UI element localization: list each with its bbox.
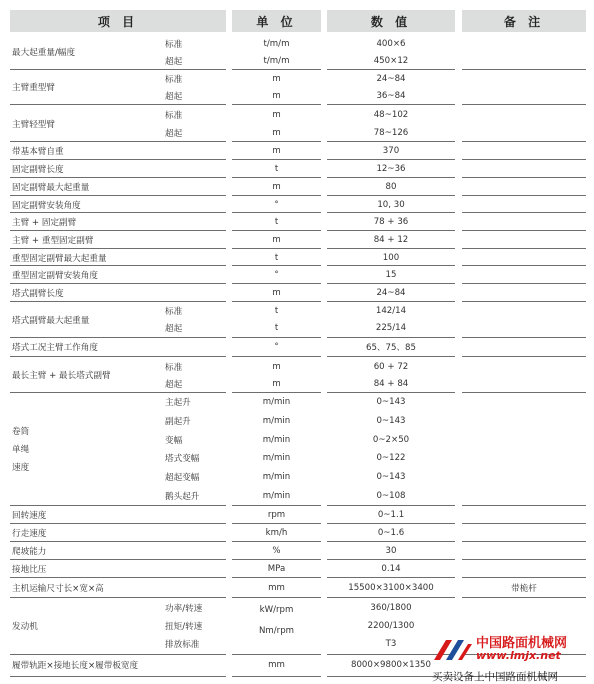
value: 0~143 xyxy=(376,397,406,408)
sub-label: 塔式变幅 xyxy=(165,454,200,465)
value: 0~108 xyxy=(376,490,406,501)
row-divider xyxy=(232,104,321,105)
row-divider xyxy=(232,577,321,578)
watermark-url: www.lmjx.net xyxy=(476,649,561,662)
row-divider xyxy=(327,301,455,302)
spec-row xyxy=(0,506,594,524)
unit: m xyxy=(272,288,281,298)
row-label: 最长主臂 + 最长塔式副臂 xyxy=(12,371,111,381)
row-divider xyxy=(232,356,321,357)
row-label: 主机运输尺寸长×宽×高 xyxy=(12,583,104,594)
row-divider xyxy=(462,541,586,542)
row-divider xyxy=(10,248,226,249)
sub-label: 标准 xyxy=(165,39,183,50)
unit: m/min xyxy=(262,490,291,501)
watermark-tagline: 买卖设备上中国路面机械网 xyxy=(432,671,558,683)
spec-row xyxy=(0,160,594,178)
value: 24~84 xyxy=(376,288,406,298)
row-divider xyxy=(462,248,586,249)
unit: m/min xyxy=(262,453,291,464)
row-divider xyxy=(327,265,455,266)
row-divider xyxy=(462,283,586,284)
row-divider xyxy=(462,523,586,524)
spec-row-heavy-boom xyxy=(0,70,594,104)
value: 370 xyxy=(382,146,400,156)
unit: t xyxy=(274,217,279,227)
header-item: 项 目 xyxy=(10,10,226,32)
sub-label: 标准 xyxy=(165,362,183,373)
header-note: 备 注 xyxy=(462,10,586,32)
spec-row-tower-jib-load xyxy=(0,302,594,337)
row-divider xyxy=(232,69,321,70)
row-divider xyxy=(232,676,321,677)
spec-row-max-boom-jib xyxy=(0,358,594,392)
row-divider xyxy=(327,104,455,105)
row-label: 接地比压 xyxy=(12,565,47,575)
sub-label: 超起 xyxy=(165,379,183,390)
row-divider xyxy=(10,195,226,196)
row-divider xyxy=(462,392,586,393)
sub-label: 变幅 xyxy=(165,435,183,446)
row-label: 主臂轻型臂 xyxy=(12,120,55,130)
row-divider xyxy=(327,523,455,524)
row-divider xyxy=(232,654,321,655)
row-label: 固定副臂安装角度 xyxy=(12,200,81,211)
unit: m xyxy=(272,110,281,120)
row-divider xyxy=(462,230,586,231)
row-divider xyxy=(10,177,226,178)
row-divider xyxy=(10,283,226,284)
row-divider xyxy=(462,337,586,338)
sub-label: 超起 xyxy=(165,129,183,139)
unit: m xyxy=(272,128,281,138)
row-divider xyxy=(10,654,226,655)
unit: km/h xyxy=(265,528,288,538)
value: 15 xyxy=(385,270,397,280)
row-divider xyxy=(462,212,586,213)
spec-row xyxy=(0,196,594,213)
unit: m/min xyxy=(262,397,291,408)
row-divider xyxy=(462,265,586,266)
row-divider xyxy=(327,577,455,578)
unit: ° xyxy=(274,199,279,210)
row-divider xyxy=(232,159,321,160)
unit: kW/rpm xyxy=(259,604,294,615)
row-divider xyxy=(462,301,586,302)
row-label: 塔式副臂长度 xyxy=(12,289,64,299)
spec-row xyxy=(0,542,594,560)
value: 0~143 xyxy=(376,471,406,482)
value: 8000×9800×1350 xyxy=(350,660,431,670)
row-divider xyxy=(462,177,586,178)
value: T3 xyxy=(385,639,397,649)
unit: t/m/m xyxy=(263,55,290,66)
row-divider xyxy=(232,177,321,178)
spec-row xyxy=(0,231,594,249)
unit: t/m/m xyxy=(263,38,290,49)
row-divider xyxy=(327,356,455,357)
row-divider xyxy=(232,230,321,231)
spec-row-transport-size xyxy=(0,578,594,597)
unit: rpm xyxy=(267,510,286,520)
unit: % xyxy=(272,546,281,556)
spec-row xyxy=(0,284,594,302)
value: 84 + 84 xyxy=(373,378,409,389)
row-label: 重型固定副臂安装角度 xyxy=(12,271,98,281)
row-divider xyxy=(327,230,455,231)
unit: t xyxy=(274,164,279,174)
row-divider xyxy=(462,141,586,142)
row-divider xyxy=(10,159,226,160)
row-label: 固定副臂最大起重量 xyxy=(12,183,90,193)
unit: m xyxy=(272,235,281,245)
row-divider xyxy=(462,559,586,560)
sub-label: 扭矩/转速 xyxy=(165,622,203,632)
value: 80 xyxy=(385,182,397,192)
row-divider xyxy=(462,577,586,578)
value: 10, 30 xyxy=(377,199,405,210)
spec-row xyxy=(0,338,594,356)
unit: ° xyxy=(274,342,279,352)
unit: m xyxy=(272,73,281,84)
row-divider xyxy=(10,523,226,524)
sub-label: 功率/转速 xyxy=(165,604,203,614)
row-divider xyxy=(327,212,455,213)
row-divider xyxy=(327,541,455,542)
row-divider xyxy=(327,141,455,142)
row-divider xyxy=(327,559,455,560)
row-label: 主臂重型臂 xyxy=(12,83,55,93)
row-label: 重型固定副臂最大起重量 xyxy=(12,253,107,264)
row-divider xyxy=(232,195,321,196)
row-divider xyxy=(462,195,586,196)
value: 0.14 xyxy=(381,564,401,574)
row-divider xyxy=(462,505,586,506)
spec-row-light-boom xyxy=(0,106,594,142)
value: 30 xyxy=(385,546,397,556)
sub-label: 副起升 xyxy=(165,416,191,427)
unit: ° xyxy=(274,270,279,280)
value: 78 + 36 xyxy=(373,217,409,227)
row-divider xyxy=(232,337,321,338)
value: 400×6 xyxy=(376,38,406,49)
spec-row xyxy=(0,249,594,266)
row-divider xyxy=(462,69,586,70)
unit: Nm/rpm xyxy=(258,625,295,636)
unit: m xyxy=(272,90,281,101)
spec-row xyxy=(0,560,594,578)
spec-row xyxy=(0,266,594,284)
row-label: 最大起重量/幅度 xyxy=(12,48,76,58)
row-divider xyxy=(327,597,455,598)
row-divider xyxy=(327,283,455,284)
row-divider xyxy=(327,337,455,338)
value: 84 + 12 xyxy=(373,235,409,245)
unit: m/min xyxy=(262,471,291,482)
row-divider xyxy=(10,505,226,506)
watermark-name: 中国路面机械网 xyxy=(476,636,568,651)
row-divider xyxy=(10,577,226,578)
spec-row xyxy=(0,142,594,160)
row-divider xyxy=(10,104,226,105)
value: 360/1800 xyxy=(370,603,412,613)
row-divider xyxy=(462,597,586,598)
row-divider xyxy=(232,301,321,302)
row-divider xyxy=(10,392,226,393)
value: 48~102 xyxy=(373,110,409,120)
unit: MPa xyxy=(267,564,286,574)
row-divider xyxy=(232,212,321,213)
row-divider xyxy=(327,392,455,393)
sub-label: 标准 xyxy=(165,74,183,85)
value: 36~84 xyxy=(376,90,406,101)
value: 100 xyxy=(382,252,400,263)
value: 2200/1300 xyxy=(367,621,415,631)
unit: mm xyxy=(268,582,285,593)
spec-row xyxy=(0,524,594,542)
row-divider xyxy=(232,597,321,598)
unit: t xyxy=(274,305,279,316)
row-divider xyxy=(10,356,226,357)
value: 142/14 xyxy=(375,305,407,316)
value: 60 + 72 xyxy=(373,361,409,372)
row-divider xyxy=(327,195,455,196)
sub-label: 超起 xyxy=(165,91,183,102)
row-divider xyxy=(327,248,455,249)
row-label: 固定副臂长度 xyxy=(12,165,64,175)
spec-row-max-load xyxy=(0,35,594,69)
value: 0~1.1 xyxy=(377,510,405,520)
row-divider xyxy=(10,69,226,70)
sub-label: 排放标准 xyxy=(165,640,200,650)
value: 24~84 xyxy=(376,73,406,84)
row-divider xyxy=(10,597,226,598)
row-label: 回转速度 xyxy=(12,511,47,521)
value: 450×12 xyxy=(373,55,409,66)
row-label: 带基本臂自重 xyxy=(12,147,64,157)
header-unit: 单 位 xyxy=(232,10,321,32)
row-divider xyxy=(232,141,321,142)
value: 0~143 xyxy=(376,415,406,426)
row-label: 速度 xyxy=(12,463,30,473)
unit: t xyxy=(274,252,279,263)
row-divider xyxy=(232,559,321,560)
row-divider xyxy=(10,141,226,142)
spec-row xyxy=(0,213,594,231)
row-divider xyxy=(232,523,321,524)
row-divider xyxy=(232,248,321,249)
lmjx-logo-icon xyxy=(432,636,472,664)
value: 78~126 xyxy=(373,128,409,138)
value: 12~36 xyxy=(376,164,406,174)
sub-label: 鹅头起升 xyxy=(165,491,200,502)
row-divider xyxy=(10,230,226,231)
row-label: 主臂 + 重型固定副臂 xyxy=(12,236,94,246)
header-value: 数 值 xyxy=(327,10,455,32)
row-label: 履带轨距×接地长度×履带板宽度 xyxy=(12,661,139,671)
row-divider xyxy=(10,337,226,338)
row-divider xyxy=(232,505,321,506)
sub-label: 超起 xyxy=(165,324,183,335)
sub-label: 标准 xyxy=(165,306,183,317)
sub-label: 超起变幅 xyxy=(165,472,200,483)
row-label: 塔式副臂最大起重量 xyxy=(12,315,90,326)
spec-row-rope-speed xyxy=(0,393,594,505)
unit: t xyxy=(274,323,279,334)
row-label: 单绳 xyxy=(12,445,30,455)
row-divider xyxy=(462,356,586,357)
value: 0~1.6 xyxy=(377,528,405,538)
note: 带桅杆 xyxy=(511,583,537,594)
unit: m/min xyxy=(262,434,291,445)
row-divider xyxy=(232,265,321,266)
unit: m/min xyxy=(262,415,291,426)
row-divider xyxy=(232,283,321,284)
sub-label: 标准 xyxy=(165,111,183,121)
unit: m xyxy=(272,146,281,156)
row-divider xyxy=(10,676,226,677)
row-label: 行走速度 xyxy=(12,529,47,539)
unit: m xyxy=(272,378,281,389)
row-label: 塔式工况主臂工作角度 xyxy=(12,343,98,353)
watermark xyxy=(432,630,594,684)
value: 225/14 xyxy=(375,323,407,334)
row-divider xyxy=(327,159,455,160)
spec-row xyxy=(0,178,594,196)
row-divider xyxy=(327,505,455,506)
row-label: 卷筒 xyxy=(12,427,30,437)
row-divider xyxy=(232,541,321,542)
row-divider xyxy=(327,177,455,178)
row-divider xyxy=(462,104,586,105)
value: 65、75、85 xyxy=(366,343,416,353)
row-divider xyxy=(327,69,455,70)
row-divider xyxy=(462,159,586,160)
value: 0~122 xyxy=(376,453,406,464)
row-divider xyxy=(10,265,226,266)
unit: m xyxy=(272,361,281,372)
row-divider xyxy=(10,559,226,560)
row-label: 爬坡能力 xyxy=(12,547,47,557)
row-label: 发动机 xyxy=(12,622,38,632)
value: 15500×3100×3400 xyxy=(348,582,434,593)
row-divider xyxy=(10,301,226,302)
row-label: 主臂 + 固定副臂 xyxy=(12,218,77,228)
sub-label: 超起 xyxy=(165,56,183,67)
value: 0~2×50 xyxy=(372,434,410,445)
sub-label: 主起升 xyxy=(165,398,191,409)
unit: m xyxy=(272,182,281,192)
row-divider xyxy=(10,541,226,542)
row-divider xyxy=(232,392,321,393)
unit: mm xyxy=(268,660,285,670)
row-divider xyxy=(10,212,226,213)
